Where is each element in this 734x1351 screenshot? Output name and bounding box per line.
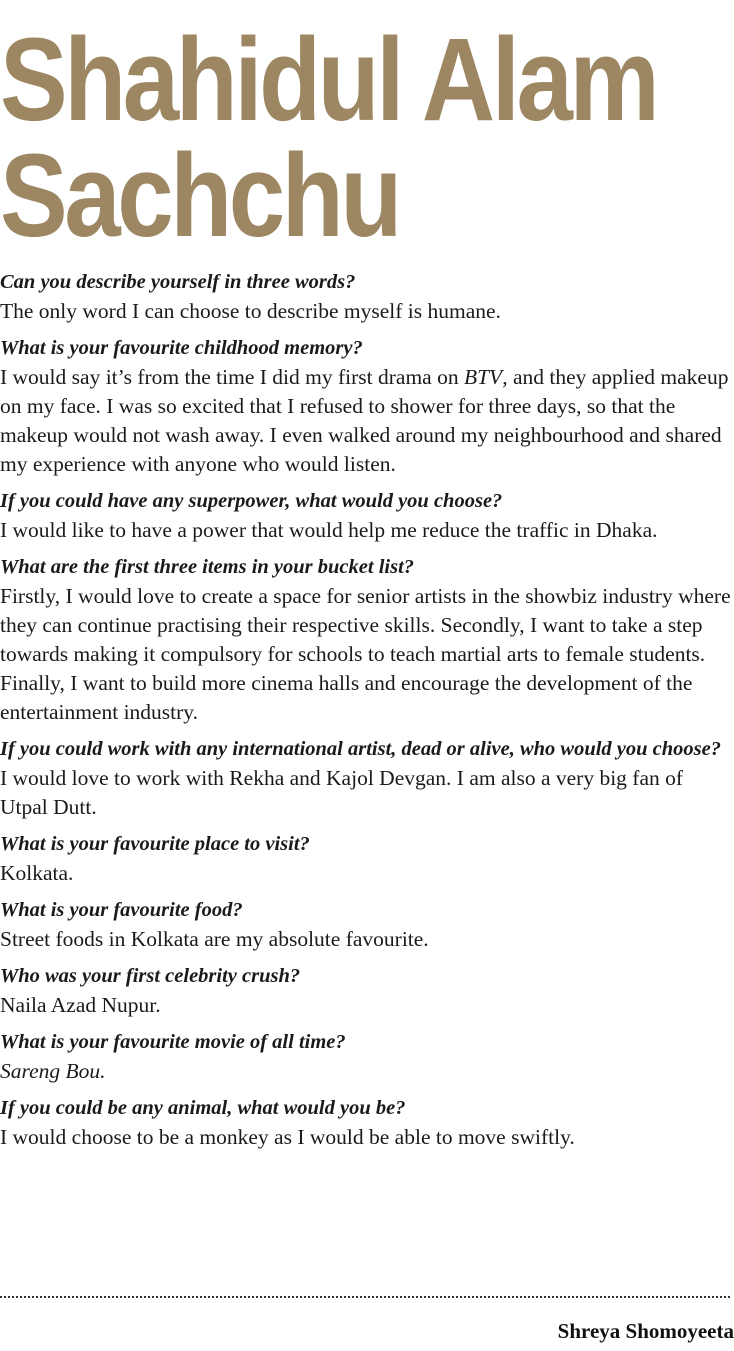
- qa-item: [0, 487, 734, 545]
- question: Who was your first celebrity crush?: [0, 965, 301, 987]
- answer: [0, 1057, 734, 1086]
- headline-line-2: Sachchu: [0, 130, 399, 262]
- answer: I would love to work with Rekha and Kajol Devgan. I am also a very big fan of Utpal Dutt.: [0, 766, 684, 819]
- qa-section: [0, 268, 734, 1160]
- qa-item: [0, 735, 734, 822]
- qa-item: [0, 268, 734, 326]
- headline-line-1: Shahidul Alam: [0, 14, 657, 146]
- answer-text: I would say it’s from the time I did my first drama on: [0, 365, 464, 389]
- question: What is your favourite movie of all time?: [0, 1031, 346, 1053]
- qa-item: [0, 1094, 734, 1152]
- question: What is your favourite childhood memory?: [0, 337, 363, 359]
- answer: Kolkata.: [0, 861, 74, 885]
- answer: Naila Azad Nupur.: [0, 993, 161, 1017]
- answer: Street foods in Kolkata are my absolute favourite.: [0, 927, 429, 951]
- dotted-divider: [0, 1296, 730, 1298]
- headline: [0, 14, 657, 262]
- question: If you could work with any international artist, dead or alive, who would you choose?: [0, 738, 722, 760]
- answer: I would choose to be a monkey as I would be able to move swiftly.: [0, 1125, 575, 1149]
- answer: [0, 363, 734, 479]
- question: Can you describe yourself in three words?: [0, 271, 356, 293]
- qa-item: [0, 1028, 734, 1086]
- question: If you could be any animal, what would you be?: [0, 1097, 406, 1119]
- qa-item: [0, 334, 734, 479]
- question: What are the first three items in your bucket list?: [0, 556, 415, 578]
- answer-emphasis: Sareng Bou.: [0, 1059, 106, 1083]
- answer: I would like to have a power that would help me reduce the traffic in Dhaka.: [0, 518, 658, 542]
- byline: Shreya Shomoyeeta: [557, 1319, 734, 1343]
- answer: Firstly, I would love to create a space for senior artists in the showbiz industry where they can continue practising their respective skills. Secondly, I want to take a step towards making it compulsory for schools to teach martial arts to female students. Finally, I want to build more cinema halls and encourage the development of the entertainment industry.: [0, 584, 731, 724]
- question: If you could have any superpower, what would you choose?: [0, 490, 503, 512]
- question: What is your favourite place to visit?: [0, 833, 310, 855]
- answer-emphasis: BTV: [463, 365, 503, 389]
- answer-text: , and they applied makeup on my face. I was so excited that I refused to shower for three days, so that the makeup would not wash away. I even walked around my neighbourhood and shared my experience with anyone who would listen.: [0, 365, 729, 476]
- qa-item: [0, 553, 734, 727]
- question: What is your favourite food?: [0, 899, 243, 921]
- qa-item: [0, 962, 734, 1020]
- answer: The only word I can choose to describe myself is humane.: [0, 299, 501, 323]
- qa-item: [0, 896, 734, 954]
- qa-item: [0, 830, 734, 888]
